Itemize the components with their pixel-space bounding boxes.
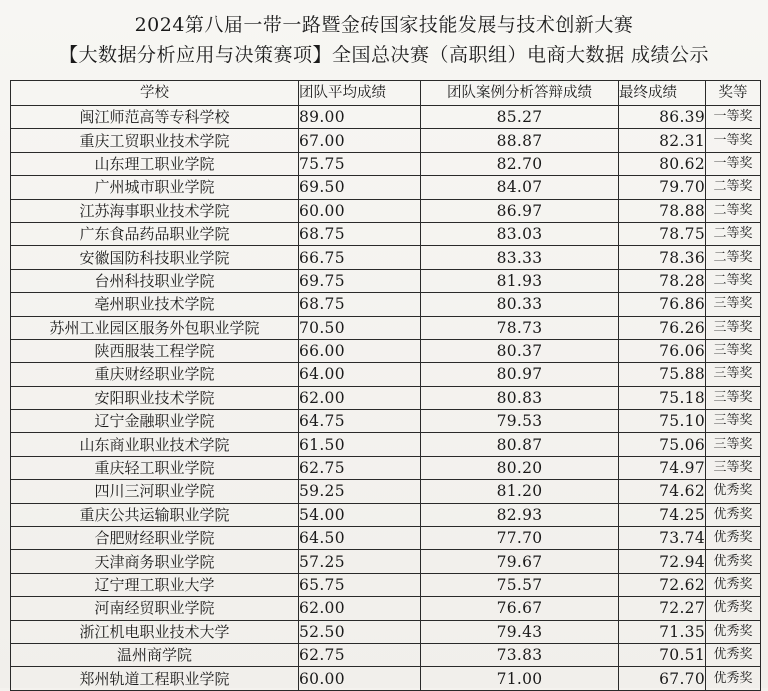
cell-award: 优秀奖: [706, 480, 761, 503]
cell-team-avg: 52.50: [299, 620, 421, 643]
table-row: [11, 503, 761, 526]
cell-final: 78.75: [619, 222, 706, 245]
cell-case-defense: 82.70: [421, 152, 619, 175]
cell-team-avg: 62.75: [299, 456, 421, 479]
cell-team-avg: 60.00: [299, 667, 421, 690]
cell-case-defense: 76.67: [421, 597, 619, 620]
cell-award: 三等奖: [706, 316, 761, 339]
cell-team-avg: 89.00: [299, 106, 421, 129]
cell-school: 辽宁金融职业学院: [11, 410, 299, 433]
header-team-avg: 团队平均成绩: [299, 81, 421, 106]
cell-school: 闽江师范高等专科学校: [11, 106, 299, 129]
cell-team-avg: 60.00: [299, 199, 421, 222]
header-row: [11, 81, 761, 106]
cell-school: 江苏海事职业技术学院: [11, 199, 299, 222]
table-row: [11, 363, 761, 386]
cell-team-avg: 69.75: [299, 269, 421, 292]
table-row: [11, 176, 761, 199]
cell-team-avg: 67.00: [299, 129, 421, 152]
table-row: [11, 667, 761, 690]
cell-case-defense: 77.70: [421, 527, 619, 550]
table-row: [11, 222, 761, 245]
cell-final: 72.27: [619, 597, 706, 620]
cell-final: 78.28: [619, 269, 706, 292]
cell-final: 72.94: [619, 550, 706, 573]
cell-case-defense: 81.20: [421, 480, 619, 503]
cell-school: 亳州职业技术学院: [11, 293, 299, 316]
cell-award: 优秀奖: [706, 550, 761, 573]
cell-award: 三等奖: [706, 433, 761, 456]
cell-team-avg: 68.75: [299, 293, 421, 316]
cell-award: 三等奖: [706, 363, 761, 386]
cell-case-defense: 71.00: [421, 667, 619, 690]
cell-final: 78.88: [619, 199, 706, 222]
cell-school: 安阳职业技术学院: [11, 386, 299, 409]
table-row: [11, 597, 761, 620]
cell-case-defense: 83.33: [421, 246, 619, 269]
cell-case-defense: 82.93: [421, 503, 619, 526]
cell-award: 一等奖: [706, 106, 761, 129]
cell-school: 广州城市职业学院: [11, 176, 299, 199]
cell-team-avg: 62.00: [299, 597, 421, 620]
cell-award: 三等奖: [706, 456, 761, 479]
cell-award: 二等奖: [706, 246, 761, 269]
cell-award: 三等奖: [706, 339, 761, 362]
cell-team-avg: 62.00: [299, 386, 421, 409]
table-row: [11, 199, 761, 222]
title-line-2: 【大数据分析应用与决策赛项】全国总决赛（高职组）电商大数据 成绩公示: [58, 44, 710, 66]
table-row: [11, 269, 761, 292]
cell-case-defense: 73.83: [421, 643, 619, 666]
cell-case-defense: 81.93: [421, 269, 619, 292]
cell-final: 67.70: [619, 667, 706, 690]
cell-team-avg: 70.50: [299, 316, 421, 339]
cell-team-avg: 66.00: [299, 339, 421, 362]
table-row: [11, 106, 761, 129]
cell-award: 二等奖: [706, 222, 761, 245]
cell-award: 三等奖: [706, 410, 761, 433]
title-line-1: 2024第八届一带一路暨金砖国家技能发展与技术创新大赛: [134, 14, 634, 36]
cell-final: 71.35: [619, 620, 706, 643]
cell-school: 陕西服装工程学院: [11, 339, 299, 362]
cell-final: 75.06: [619, 433, 706, 456]
cell-case-defense: 80.37: [421, 339, 619, 362]
header-case-defense: 团队案例分析答辩成绩: [421, 81, 619, 106]
cell-award: 三等奖: [706, 293, 761, 316]
table-row: [11, 246, 761, 269]
cell-team-avg: 61.50: [299, 433, 421, 456]
cell-case-defense: 80.97: [421, 363, 619, 386]
cell-school: 广东食品药品职业学院: [11, 222, 299, 245]
cell-final: 82.31: [619, 129, 706, 152]
cell-school: 山东理工职业学院: [11, 152, 299, 175]
cell-team-avg: 64.00: [299, 363, 421, 386]
cell-school: 山东商业职业技术学院: [11, 433, 299, 456]
cell-final: 76.06: [619, 339, 706, 362]
header-final: 最终成绩: [619, 81, 706, 106]
cell-case-defense: 83.03: [421, 222, 619, 245]
cell-final: 76.86: [619, 293, 706, 316]
title-block: [0, 0, 768, 76]
cell-school: 重庆轻工职业学院: [11, 456, 299, 479]
table-row: [11, 433, 761, 456]
cell-case-defense: 79.53: [421, 410, 619, 433]
cell-team-avg: 64.75: [299, 410, 421, 433]
cell-final: 86.39: [619, 106, 706, 129]
header-award: 奖等: [706, 81, 761, 106]
table-row: [11, 152, 761, 175]
cell-final: 78.36: [619, 246, 706, 269]
results-table: [10, 80, 761, 691]
cell-school: 河南经贸职业学院: [11, 597, 299, 620]
table-row: [11, 456, 761, 479]
cell-award: 优秀奖: [706, 620, 761, 643]
cell-team-avg: 68.75: [299, 222, 421, 245]
header-school: 学校: [11, 81, 299, 106]
cell-school: 重庆公共运输职业学院: [11, 503, 299, 526]
cell-case-defense: 84.07: [421, 176, 619, 199]
cell-award: 优秀奖: [706, 667, 761, 690]
cell-school: 重庆工贸职业技术学院: [11, 129, 299, 152]
cell-school: 温州商学院: [11, 643, 299, 666]
cell-final: 75.88: [619, 363, 706, 386]
cell-case-defense: 79.43: [421, 620, 619, 643]
cell-school: 安徽国防科技职业学院: [11, 246, 299, 269]
cell-case-defense: 75.57: [421, 573, 619, 596]
cell-team-avg: 66.75: [299, 246, 421, 269]
cell-school: 合肥财经职业学院: [11, 527, 299, 550]
table-row: [11, 620, 761, 643]
cell-award: 优秀奖: [706, 503, 761, 526]
cell-school: 郑州轨道工程职业学院: [11, 667, 299, 690]
cell-team-avg: 75.75: [299, 152, 421, 175]
cell-team-avg: 54.00: [299, 503, 421, 526]
cell-final: 80.62: [619, 152, 706, 175]
cell-school: 浙江机电职业技术大学: [11, 620, 299, 643]
cell-award: 二等奖: [706, 176, 761, 199]
cell-case-defense: 79.67: [421, 550, 619, 573]
cell-final: 70.51: [619, 643, 706, 666]
table-row: [11, 573, 761, 596]
table-row: [11, 129, 761, 152]
cell-award: 优秀奖: [706, 573, 761, 596]
cell-final: 74.62: [619, 480, 706, 503]
table-row: [11, 386, 761, 409]
table-row: [11, 480, 761, 503]
cell-case-defense: 85.27: [421, 106, 619, 129]
cell-case-defense: 88.87: [421, 129, 619, 152]
table-row: [11, 293, 761, 316]
cell-case-defense: 78.73: [421, 316, 619, 339]
cell-school: 重庆财经职业学院: [11, 363, 299, 386]
cell-award: 二等奖: [706, 199, 761, 222]
cell-final: 74.97: [619, 456, 706, 479]
table-row: [11, 410, 761, 433]
cell-case-defense: 80.83: [421, 386, 619, 409]
cell-team-avg: 59.25: [299, 480, 421, 503]
table-row: [11, 643, 761, 666]
cell-school: 苏州工业园区服务外包职业学院: [11, 316, 299, 339]
cell-award: 一等奖: [706, 152, 761, 175]
cell-award: 优秀奖: [706, 527, 761, 550]
cell-final: 79.70: [619, 176, 706, 199]
cell-final: 73.74: [619, 527, 706, 550]
cell-team-avg: 64.50: [299, 527, 421, 550]
cell-team-avg: 62.75: [299, 643, 421, 666]
cell-case-defense: 80.87: [421, 433, 619, 456]
cell-school: 四川三河职业学院: [11, 480, 299, 503]
cell-team-avg: 57.25: [299, 550, 421, 573]
cell-school: 天津商务职业学院: [11, 550, 299, 573]
cell-case-defense: 80.33: [421, 293, 619, 316]
table-header: [11, 81, 761, 106]
cell-case-defense: 80.20: [421, 456, 619, 479]
cell-final: 74.25: [619, 503, 706, 526]
cell-award: 二等奖: [706, 269, 761, 292]
cell-school: 辽宁理工职业大学: [11, 573, 299, 596]
cell-case-defense: 86.97: [421, 199, 619, 222]
table-row: [11, 527, 761, 550]
table-row: [11, 550, 761, 573]
cell-school: 台州科技职业学院: [11, 269, 299, 292]
cell-award: 优秀奖: [706, 597, 761, 620]
table-row: [11, 316, 761, 339]
cell-final: 72.62: [619, 573, 706, 596]
cell-final: 75.18: [619, 386, 706, 409]
cell-team-avg: 69.50: [299, 176, 421, 199]
table-body: [11, 106, 761, 691]
cell-award: 优秀奖: [706, 643, 761, 666]
cell-award: 一等奖: [706, 129, 761, 152]
cell-final: 75.10: [619, 410, 706, 433]
table-row: [11, 339, 761, 362]
cell-team-avg: 65.75: [299, 573, 421, 596]
cell-award: 三等奖: [706, 386, 761, 409]
cell-final: 76.26: [619, 316, 706, 339]
